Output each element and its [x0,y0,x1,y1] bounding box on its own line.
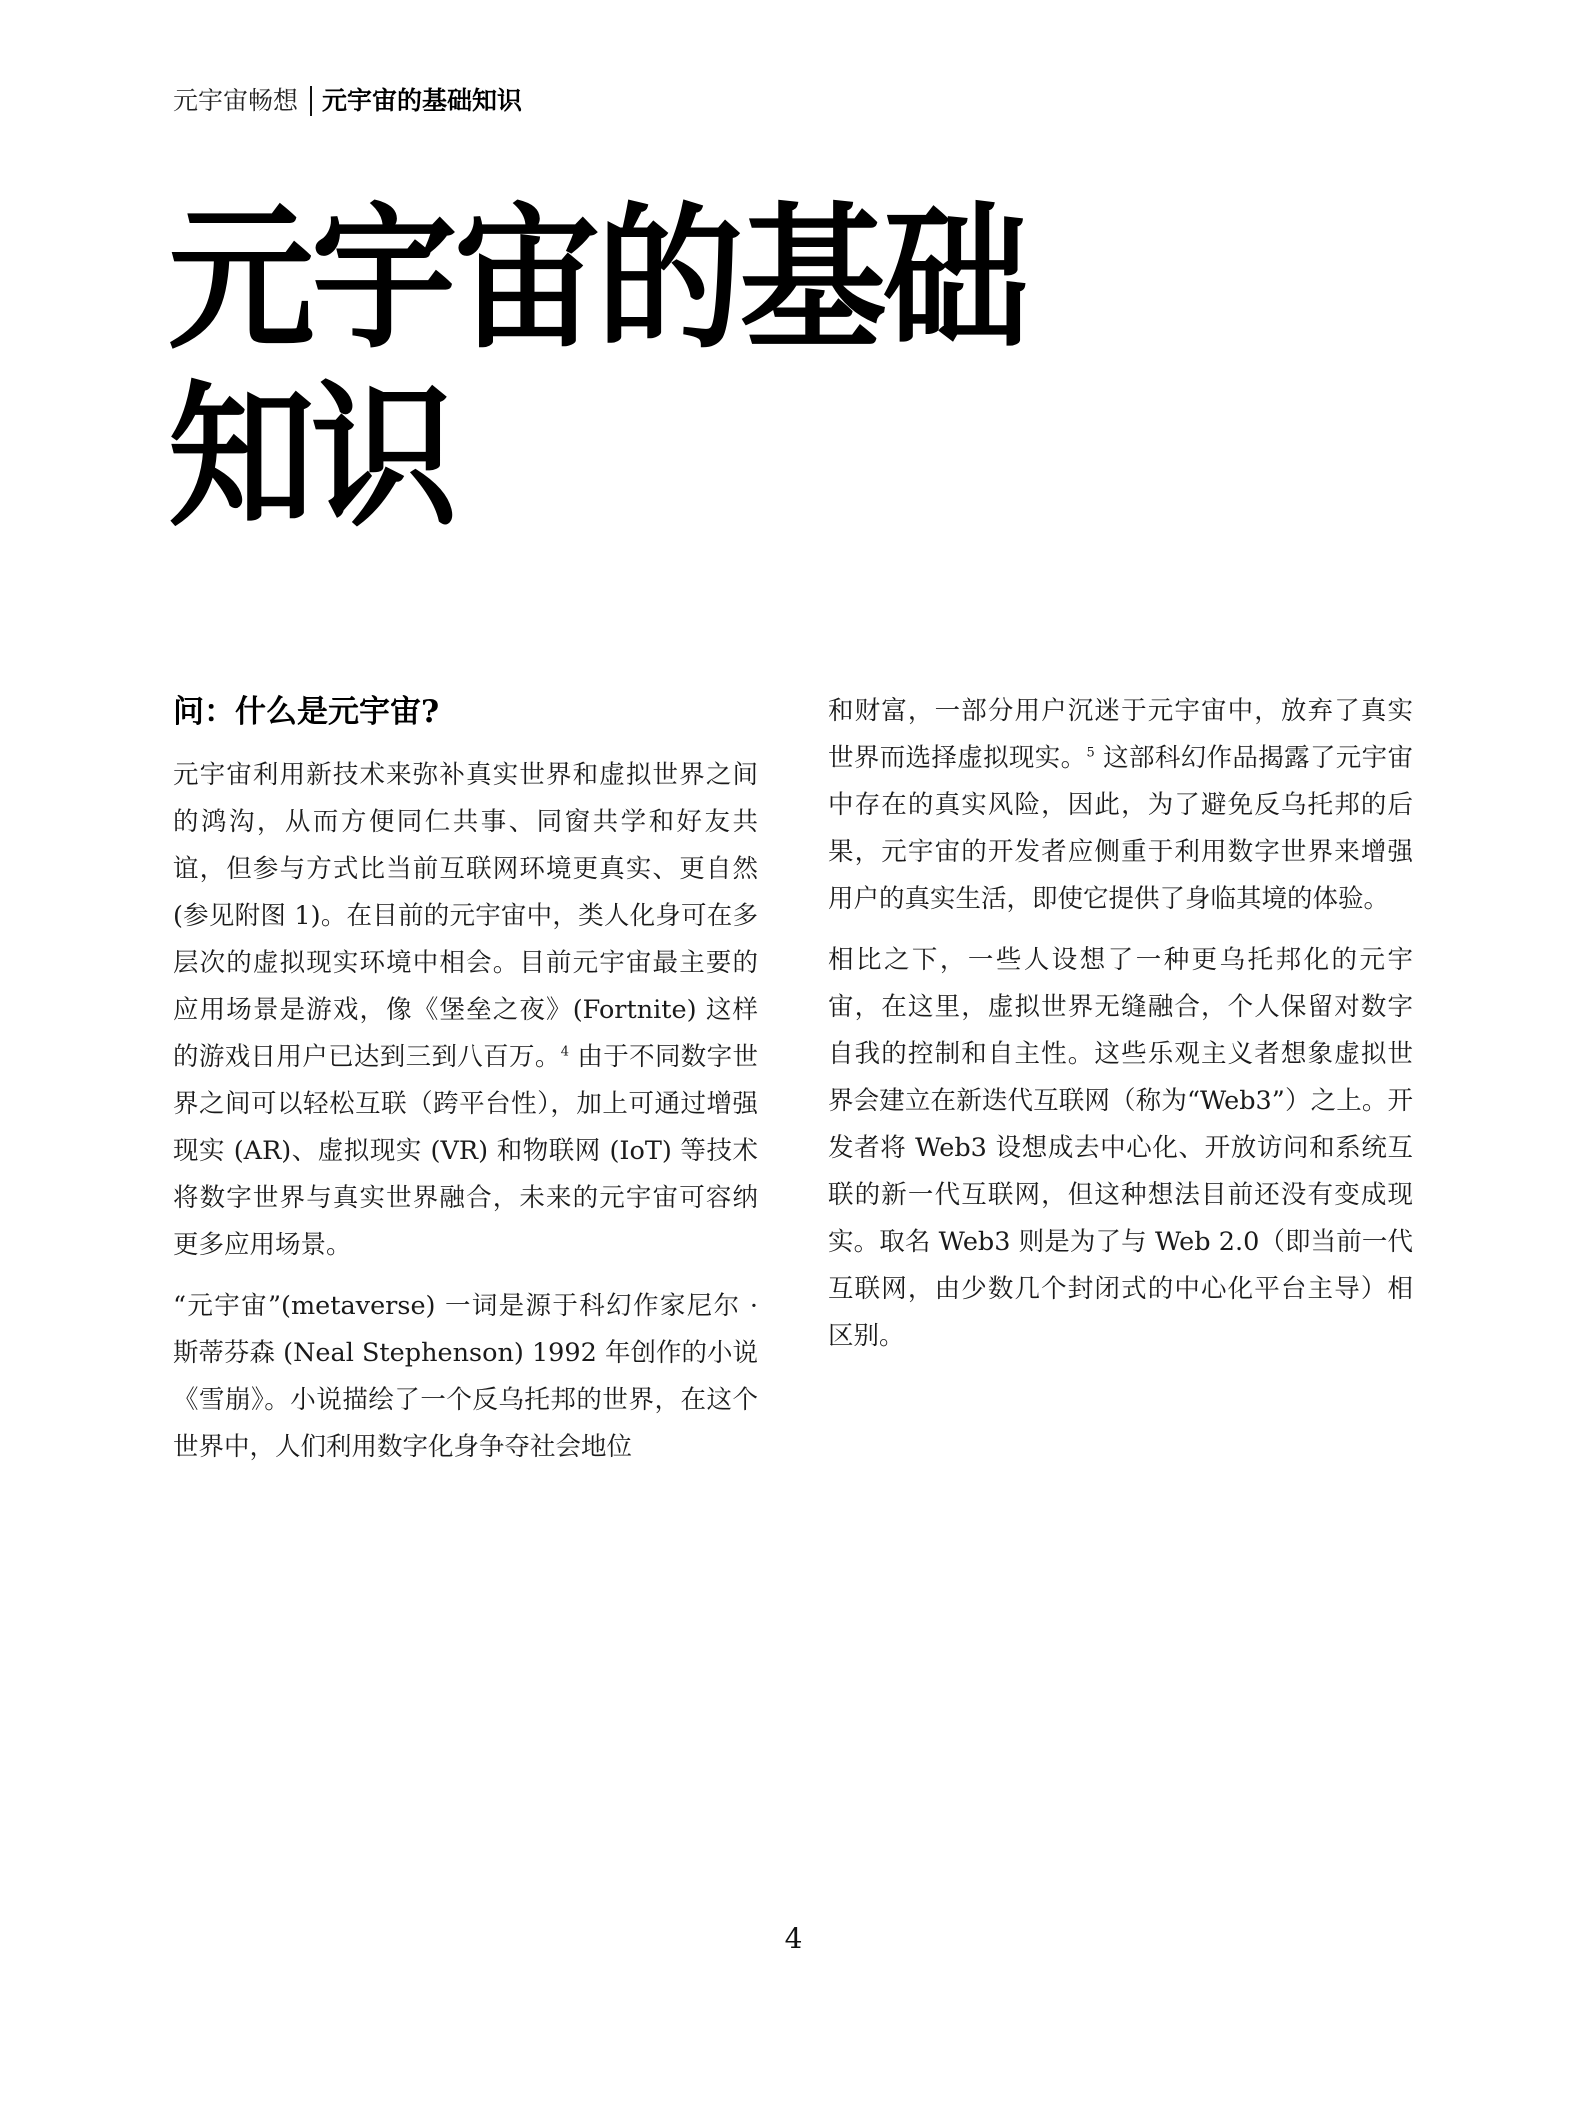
page-title [168,187,1061,548]
right-column [828,688,1413,1374]
paragraph-text: 这部科幻作品揭露了元宇宙中存在的真实风险，因此，为了避免反乌托邦的后果，元宇宙的开发者应侧重于利用数字世界来增强用户的真实生活，即使它提供了身临其境的体验。 [828,743,1413,914]
paragraph-text: 元宇宙利用新技术来弥补真实世界和虚拟世界之间的鸿沟，从而方便同仁共事、同窗共学和好友共谊，但参与方式比当前互联网环境更真实、更自然 (参见附图 1)。在目前的元宇宙中，类人化身可在多层次的虚拟现实环境中相会。目前元宇宙最主要的应用场景是游戏，像《堡垒之夜》(Fortnite) 这样的游戏日用户已达到三到八百万。 [173,760,758,1072]
paragraph-text: 和财富，一部分用户沉迷于元宇宙中，放弃了真实世界而选择虚拟现实。 [828,696,1413,773]
page-number: 4 [784,1922,803,1955]
paragraph-text: “元宇宙”(metaverse) 一词是源于科幻作家尼尔 · 斯蒂芬森 (Neal Stephenson) 1992 年创作的小说《雪崩》。小说描绘了一个反乌托邦的世界，在这个世界中，人们利用数字化身争夺社会地位 [173,1291,758,1462]
footnote-marker[interactable]: 5 [1086,745,1095,761]
page-title-line-2: 知识 [168,365,454,548]
page-title-line-1: 元宇宙的基础 [168,187,1026,370]
paragraph-text: 相比之下，一些人设想了一种更乌托邦化的元宇宙，在这里，虚拟世界无缝融合，个人保留对数字自我的控制和自主性。这些乐观主义者想象虚拟世界会建立在新迭代互联网（称为“Web3”）之上。开发者将 Web3 设想成去中心化、开放访问和系统互联的新一代互联网，但这种想法目前还没有变成现实。取名 Web3 则是为了与 Web 2.0（即当前一代互联网，由少数几个封闭式的中心化平台主导）相区别。 [828,945,1413,1351]
left-column [173,690,758,1485]
body-paragraph [828,937,1413,1360]
body-paragraph [173,752,758,1269]
header-divider [310,86,312,116]
footnote-marker[interactable]: 4 [560,1044,569,1060]
paragraph-text: 由于不同数字世界之间可以轻松互联（跨平台性），加上可通过增强现实 (AR)、虚拟现实 (VR) 和物联网 (IoT) 等技术将数字世界与真实世界融合，未来的元宇宙可容纳更多应用场景。 [173,1042,758,1260]
series-title: 元宇宙畅想 [173,86,299,115]
body-paragraph [173,1283,758,1471]
body-paragraph [828,688,1413,923]
section-heading: 问：什么是元宇宙? [173,694,440,730]
running-header [173,84,522,118]
chapter-title: 元宇宙的基础知识 [322,86,523,115]
